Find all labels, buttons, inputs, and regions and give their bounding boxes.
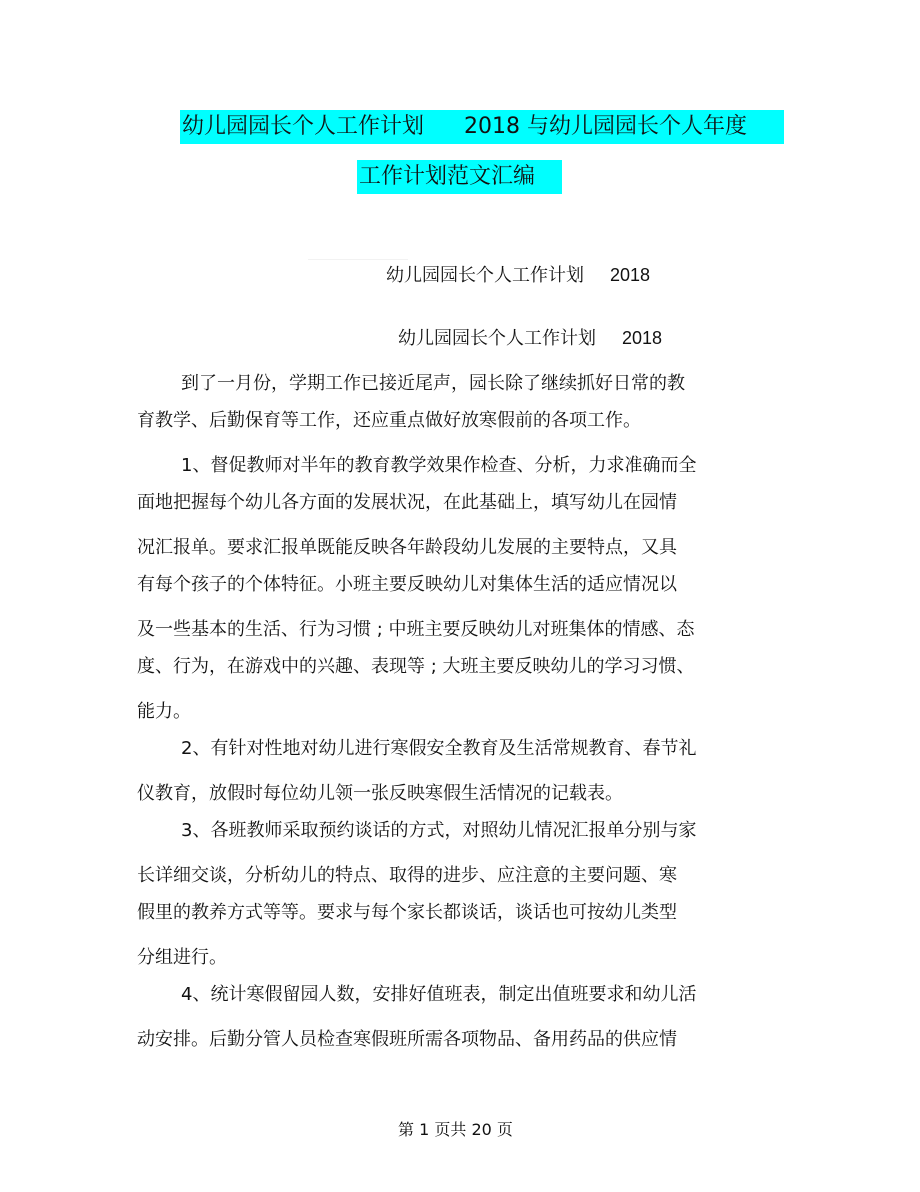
title-line-1 [180,110,786,144]
title-line-2 [357,160,564,194]
body-line: 假里的教养方式等等。要求与每个家长都谈话，谈话也可按幼儿类型 [137,902,677,923]
body-line: 仪教育，放假时每位幼儿领一张反映寒假生活情况的记载表。 [137,783,623,804]
body-line: 面地把握每个幼儿各方面的发展状况，在此基础上，填写幼儿在园情 [137,492,677,513]
body-line: 及一些基本的生活、行为习惯 ; 中班主要反映幼儿对班集体的情感、态 [137,619,695,640]
page-footer: 第 1 页共 20 页 [398,1120,513,1139]
body-line: 2、有针对性地对幼儿进行寒假安全教育及生活常规教育、春节礼 [181,738,697,759]
body-line: 4、统计寒假留园人数，安排好值班表，制定出值班要求和幼儿活 [181,984,697,1005]
body-line: 度、行为，在游戏中的兴趣、表现等 ; 大班主要反映幼儿的学习习惯、 [137,656,695,677]
title-part-b: 2018 与幼儿园园长个人年度 [464,114,747,139]
subtitle-1 [386,262,650,289]
subtitle-2 [398,325,662,352]
body-line: 3、各班教师采取预约谈话的方式，对照幼儿情况汇报单分别与家 [181,820,697,841]
body-line: 长详细交谈，分析幼儿的特点、取得的进步、应注意的主要问题、寒 [137,865,677,886]
title-part-c: 工作计划范文汇编 [359,164,536,189]
subtitle-2-year: 2018 [622,328,663,348]
subtitle-1-year: 2018 [610,265,651,285]
body-line: 分组进行。 [137,947,227,968]
subtitle-2-text: 幼儿园园长个人工作计划 [398,328,596,349]
body-line: 况汇报单。要求汇报单既能反映各年龄段幼儿发展的主要特点，又具 [137,537,677,558]
body-line: 有每个孩子的个体特征。小班主要反映幼儿对集体生活的适应情况以 [137,574,677,595]
body-line: 到了一月份，学期工作已接近尾声，园长除了继续抓好日常的教 [181,373,685,394]
subtitle-1-text: 幼儿园园长个人工作计划 [386,265,584,286]
body-line: 育教学、后勤保育等工作，还应重点做好放寒假前的各项工作。 [137,410,641,431]
title-part-a: 幼儿园园长个人工作计划 [182,114,425,139]
body-line: 1、督促教师对半年的教育教学效果作检查、分析，力求准确而全 [181,455,697,476]
divider [308,259,408,260]
body-line: 动安排。后勤分管人员检查寒假班所需各项物品、备用药品的供应情 [137,1029,677,1050]
body-line: 能力。 [137,701,191,722]
